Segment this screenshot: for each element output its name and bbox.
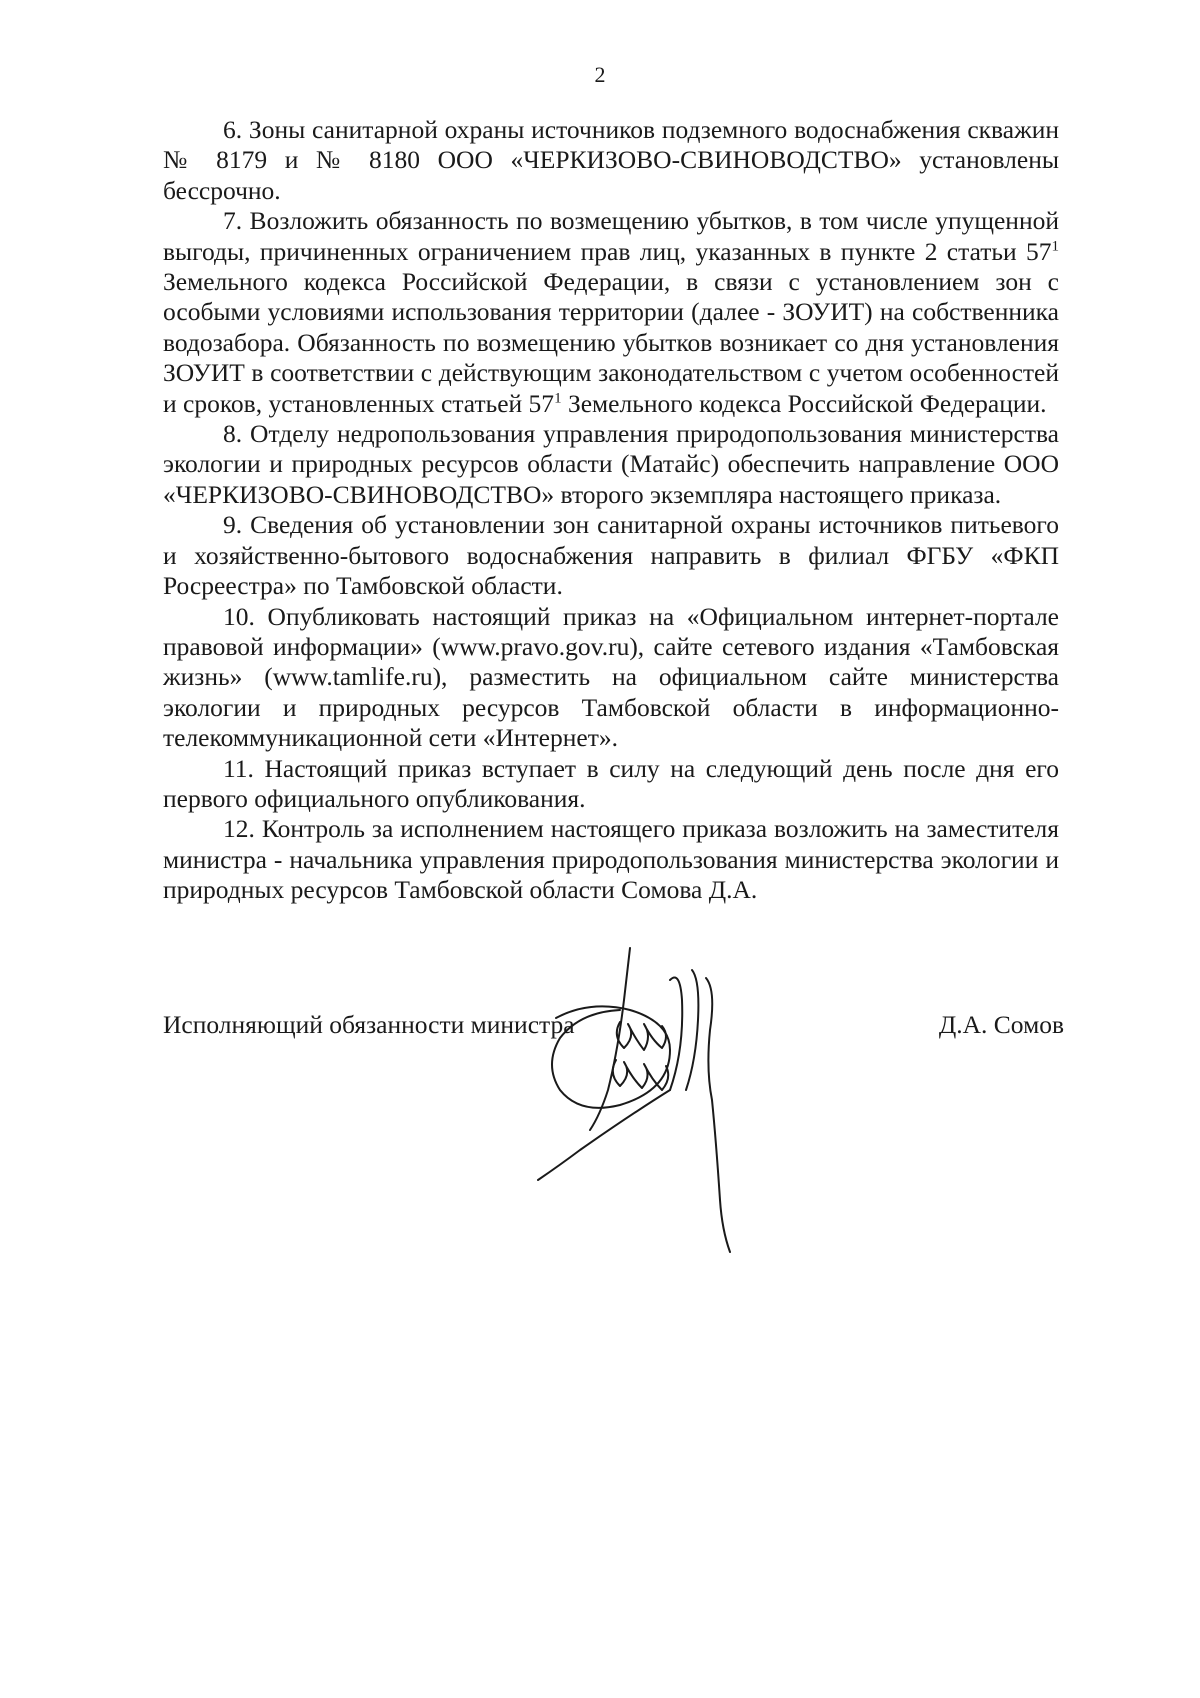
signature-block: [0, 1010, 1200, 1310]
signer-position: Исполняющий обязанности министра: [163, 1010, 575, 1039]
paragraph-10: 10. Опубликовать настоящий приказ на «Официальном интернет-портале правовой информации» (www.pravo.gov.ru), сайте сетевого издания «Тамбовская жизнь» (www.tamlife.ru), разместить на официальном сайте министерства экологии и природных ресурсов Тамбовской области в информационно-телекоммуникационной сети «Интернет».: [163, 601, 1059, 753]
signer-name: Д.А. Сомов: [938, 1010, 1064, 1039]
superscript-article-number: 1: [1051, 238, 1059, 255]
paragraph-7: [163, 206, 1059, 419]
paragraph-12: 12. Контроль за исполнением настоящего приказа возложить на заместителя министра - начальника управления природопользования министерства экологии и природных ресурсов Тамбовской области Сомова Д.А.: [163, 814, 1059, 905]
paragraph-7-part-2: Земельного кодекса Российской Федерации, в связи с установлением зон с особыми условиями использования территории (далее - ЗОУИТ) на собственника водозабора. Обязанность по возмещению убытков возникает со дня установления ЗОУИТ в соответствии с действующим законодательством с учетом особенностей и сроков, установленных статьей 57: [163, 267, 1059, 418]
page-number: 2: [594, 62, 606, 87]
handwritten-signature: [520, 940, 840, 1260]
paragraph-9: 9. Сведения об установлении зон санитарной охраны источников питьевого и хозяйственно-бытового водоснабжения направить в филиал ФГБУ «ФКП Росреестра» по Тамбовской области.: [163, 510, 1059, 601]
superscript-article-number: 1: [554, 390, 562, 407]
paragraph-8: 8. Отделу недропользования управления природопользования министерства экологии и природных ресурсов области (Матайс) обеспечить направление ООО «ЧЕРКИЗОВО-СВИНОВОДСТВО» второго экземпляра настоящего приказа.: [163, 419, 1059, 509]
paragraph-11: 11. Настоящий приказ вступает в силу на следующий день после дня его первого официального опубликования.: [163, 753, 1059, 813]
order-body: [163, 115, 1059, 906]
paragraph-7-part-1: 7. Возложить обязанность по возмещению убытков, в том числе упущенной выгоды, причиненных ограничением прав лиц, указанных в пункте 2 статьи 57: [163, 206, 1059, 266]
paragraph-7-part-3: Земельного кодекса Российской Федерации.: [561, 388, 1047, 418]
paragraph-6: 6. Зоны санитарной охраны источников подземного водоснабжения скважин № 8179 и № 8180 ООО «ЧЕРКИЗОВО-СВИНОВОДСТВО» установлены бессрочно.: [163, 115, 1059, 205]
